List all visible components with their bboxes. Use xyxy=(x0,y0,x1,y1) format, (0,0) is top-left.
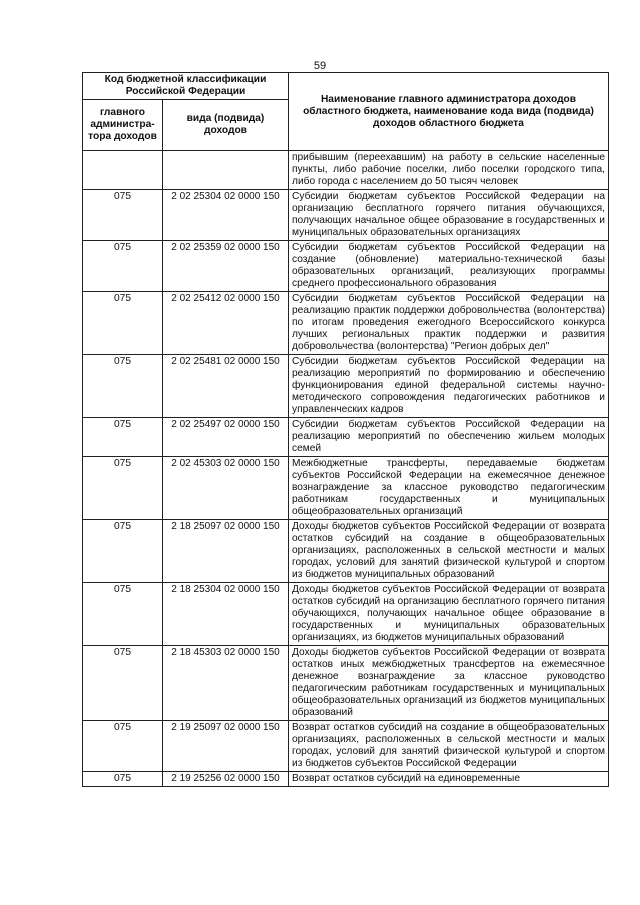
income-name-cell: Субсидии бюджетам субъектов Российской Федерации на реализацию мероприятий по формированию и обеспечению функционирования единой федеральной системы научно-методического сопровождения педагогических работников и управленческих кадров xyxy=(289,355,609,418)
income-kind-code-cell: 2 02 25359 02 0000 150 xyxy=(163,241,289,292)
income-name-cell: Субсидии бюджетам субъектов Российской Федерации на организацию бесплатного горячего питания обучающихся, получающих начальное общее образование в государственных и муниципальных образовательных организациях xyxy=(289,190,609,241)
income-name-cell: Доходы бюджетов субъектов Российской Федерации от возврата остатков субсидий на организацию бесплатного горячего питания обучающихся, получающих начальное общее образование в государственных и муниципальных образовательных организациях, из бюджетов муниципальных образований xyxy=(289,583,609,646)
table-row xyxy=(83,292,609,355)
admin-code-cell: 075 xyxy=(83,721,163,772)
income-name-cell: Межбюджетные трансферты, передаваемые бюджетам субъектов Российской Федерации на ежемесячное денежное вознаграждение за классное руководство педагогическим работникам государственных и муниципальных общеобразовательных организаций xyxy=(289,457,609,520)
admin-code-cell: 075 xyxy=(83,772,163,787)
income-kind-code-cell: 2 18 45303 02 0000 150 xyxy=(163,646,289,721)
income-name-cell: Доходы бюджетов субъектов Российской Федерации от возврата остатков иных межбюджетных трансфертов на ежемесячное денежное вознаграждение за классное руководство педагогическим работникам государственных и муниципальных общеобразовательных организаций из бюджетов муниципальных образований xyxy=(289,646,609,721)
table-row xyxy=(83,583,609,646)
header-admin: главного администра-тора доходов xyxy=(83,100,163,151)
income-kind-code-cell: 2 02 45303 02 0000 150 xyxy=(163,457,289,520)
income-name-cell: Субсидии бюджетам субъектов Российской Федерации на реализацию мероприятий по обеспечению жильем молодых семей xyxy=(289,418,609,457)
admin-code-cell: 075 xyxy=(83,520,163,583)
income-kind-code-cell: 2 02 25481 02 0000 150 xyxy=(163,355,289,418)
header-code-group: Код бюджетной классификации Российской Федерации xyxy=(83,73,289,100)
admin-code-cell: 075 xyxy=(83,583,163,646)
income-name-cell: Субсидии бюджетам субъектов Российской Федерации на создание (обновление) материально-технической базы образовательных организаций, реализующих программы среднего профессионального образования xyxy=(289,241,609,292)
table-row xyxy=(83,190,609,241)
income-kind-code-cell: 2 18 25097 02 0000 150 xyxy=(163,520,289,583)
admin-code-cell: 075 xyxy=(83,241,163,292)
admin-code-cell: 075 xyxy=(83,457,163,520)
table-row xyxy=(83,520,609,583)
income-kind-code-cell: 2 02 25304 02 0000 150 xyxy=(163,190,289,241)
header-kind: вида (подвида) доходов xyxy=(163,100,289,151)
admin-code-cell: 075 xyxy=(83,355,163,418)
table-row xyxy=(83,151,609,190)
page-number: 59 xyxy=(313,60,327,72)
income-kind-code-cell: 2 02 25412 02 0000 150 xyxy=(163,292,289,355)
admin-code-cell xyxy=(83,151,163,190)
table-row xyxy=(83,772,609,787)
table-row xyxy=(83,646,609,721)
table-row xyxy=(83,418,609,457)
header-name: Наименование главного администратора доходов областного бюджета, наименование кода вида (подвида) доходов областного бюджета xyxy=(289,73,609,151)
income-kind-code-cell: 2 02 25497 02 0000 150 xyxy=(163,418,289,457)
table-row xyxy=(83,721,609,772)
income-kind-code-cell xyxy=(163,151,289,190)
admin-code-cell: 075 xyxy=(83,418,163,457)
income-kind-code-cell: 2 19 25256 02 0000 150 xyxy=(163,772,289,787)
income-name-cell: Доходы бюджетов субъектов Российской Федерации от возврата остатков субсидий на создание в общеобразовательных организациях, расположенных в сельской местности и малых городах, условий для занятий физической культурой и спортом из бюджетов муниципальных образований xyxy=(289,520,609,583)
admin-code-cell: 075 xyxy=(83,646,163,721)
income-name-cell: прибывшим (переехавшим) на работу в сельские населенные пункты, либо рабочие поселки, либо поселки городского типа, либо города с населением до 50 тысяч человек xyxy=(289,151,609,190)
admin-code-cell: 075 xyxy=(83,190,163,241)
income-name-cell: Субсидии бюджетам субъектов Российской Федерации на реализацию практик поддержки добровольчества (волонтерства) по итогам проведения ежегодного Всероссийского конкурса лучших региональных практик поддержки и развития добровольчества (волонтерства) "Регион добрых дел" xyxy=(289,292,609,355)
income-name-cell: Возврат остатков субсидий на единовременные xyxy=(289,772,609,787)
income-kind-code-cell: 2 19 25097 02 0000 150 xyxy=(163,721,289,772)
table-row xyxy=(83,355,609,418)
admin-code-cell: 075 xyxy=(83,292,163,355)
table-row xyxy=(83,457,609,520)
budget-classification-table xyxy=(82,72,609,787)
income-name-cell: Возврат остатков субсидий на создание в общеобразовательных организациях, расположенных в сельской местности и малых городах, условий для занятий физической культурой и спортом из бюджетов субъектов Российской Федерации xyxy=(289,721,609,772)
income-kind-code-cell: 2 18 25304 02 0000 150 xyxy=(163,583,289,646)
table-row xyxy=(83,241,609,292)
